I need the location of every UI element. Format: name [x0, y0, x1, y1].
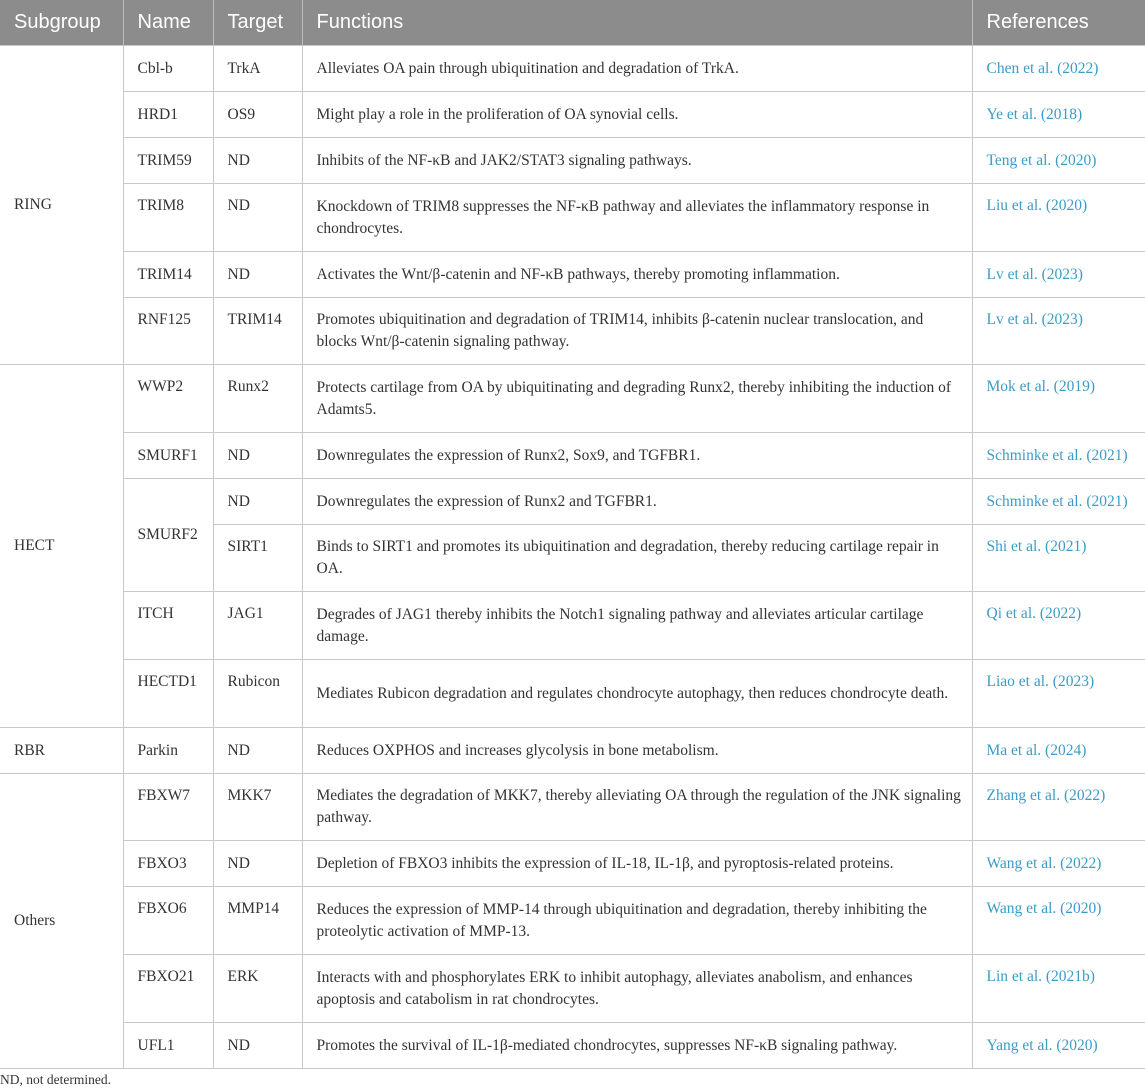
- header-references: References: [972, 0, 1145, 46]
- target-cell: TrkA: [213, 46, 302, 92]
- name-cell: Parkin: [123, 728, 213, 774]
- name-cell: FBXO21: [123, 955, 213, 1023]
- reference-link[interactable]: Ye et al. (2018): [972, 92, 1145, 138]
- target-cell: TRIM14: [213, 298, 302, 365]
- table-row: [0, 955, 1145, 1023]
- target-cell: ND: [213, 479, 302, 525]
- subgroup-cell: Others: [0, 774, 123, 1069]
- function-cell: Depletion of FBXO3 inhibits the expression of IL-18, IL-1β, and pyroptosis-related proteins.: [302, 841, 972, 887]
- reference-link[interactable]: Zhang et al. (2022): [972, 774, 1145, 841]
- reference-link[interactable]: Liu et al. (2020): [972, 184, 1145, 252]
- name-cell: WWP2: [123, 365, 213, 433]
- function-cell: Binds to SIRT1 and promotes its ubiquitination and degradation, thereby reducing cartilage repair in OA.: [302, 525, 972, 592]
- function-cell: Reduces the expression of MMP-14 through ubiquitination and degradation, thereby inhibiting the proteolytic activation of MMP-13.: [302, 887, 972, 955]
- target-cell: ND: [213, 841, 302, 887]
- table-row: [0, 479, 1145, 525]
- table-row: [0, 46, 1145, 92]
- name-cell: UFL1: [123, 1023, 213, 1069]
- name-cell: FBXW7: [123, 774, 213, 841]
- target-cell: OS9: [213, 92, 302, 138]
- function-cell: Downregulates the expression of Runx2, Sox9, and TGFBR1.: [302, 433, 972, 479]
- reference-link[interactable]: Lv et al. (2023): [972, 252, 1145, 298]
- reference-link[interactable]: Liao et al. (2023): [972, 660, 1145, 728]
- reference-link[interactable]: Qi et al. (2022): [972, 592, 1145, 660]
- reference-link[interactable]: Ma et al. (2024): [972, 728, 1145, 774]
- table-footnote: ND, not determined.: [0, 1072, 111, 1087]
- header-target: Target: [213, 0, 302, 46]
- table-row: [0, 774, 1145, 841]
- name-cell: ITCH: [123, 592, 213, 660]
- name-cell: SMURF1: [123, 433, 213, 479]
- reference-link[interactable]: Yang et al. (2020): [972, 1023, 1145, 1069]
- table-row: [0, 92, 1145, 138]
- reference-link[interactable]: Lv et al. (2023): [972, 298, 1145, 365]
- function-cell: Knockdown of TRIM8 suppresses the NF-κB pathway and alleviates the inflammatory response in chondrocytes.: [302, 184, 972, 252]
- function-cell: Promotes the survival of IL-1β-mediated chondrocytes, suppresses NF-κB signaling pathway.: [302, 1023, 972, 1069]
- subgroup-cell: HECT: [0, 365, 123, 728]
- function-cell: Alleviates OA pain through ubiquitination and degradation of TrkA.: [302, 46, 972, 92]
- reference-link[interactable]: Chen et al. (2022): [972, 46, 1145, 92]
- name-cell: RNF125: [123, 298, 213, 365]
- header-name: Name: [123, 0, 213, 46]
- function-cell: Degrades of JAG1 thereby inhibits the Notch1 signaling pathway and alleviates articular cartilage damage.: [302, 592, 972, 660]
- target-cell: ND: [213, 252, 302, 298]
- reference-link[interactable]: Schminke et al. (2021): [972, 433, 1145, 479]
- name-cell: SMURF2: [123, 479, 213, 592]
- target-cell: ND: [213, 433, 302, 479]
- table-row: [0, 433, 1145, 479]
- target-cell: MMP14: [213, 887, 302, 955]
- reference-link[interactable]: Lin et al. (2021b): [972, 955, 1145, 1023]
- table-row: [0, 728, 1145, 774]
- target-cell: ND: [213, 1023, 302, 1069]
- reference-link[interactable]: Schminke et al. (2021): [972, 479, 1145, 525]
- function-cell: Mediates Rubicon degradation and regulates chondrocyte autophagy, then reduces chondrocyte death.: [302, 660, 972, 728]
- table-row: [0, 1023, 1145, 1069]
- table-row: [0, 252, 1145, 298]
- table-row: [0, 887, 1145, 955]
- function-cell: Mediates the degradation of MKK7, thereby alleviating OA through the regulation of the JNK signaling pathway.: [302, 774, 972, 841]
- header-functions: Functions: [302, 0, 972, 46]
- function-cell: Protects cartilage from OA by ubiquitinating and degrading Runx2, thereby inhibiting the induction of Adamts5.: [302, 365, 972, 433]
- name-cell: HECTD1: [123, 660, 213, 728]
- target-cell: ND: [213, 728, 302, 774]
- target-cell: ERK: [213, 955, 302, 1023]
- target-cell: MKK7: [213, 774, 302, 841]
- name-cell: HRD1: [123, 92, 213, 138]
- target-cell: Rubicon: [213, 660, 302, 728]
- name-cell: FBXO6: [123, 887, 213, 955]
- target-cell: Runx2: [213, 365, 302, 433]
- target-cell: JAG1: [213, 592, 302, 660]
- reference-link[interactable]: Teng et al. (2020): [972, 138, 1145, 184]
- table-row: [0, 184, 1145, 252]
- table-row: [0, 298, 1145, 365]
- header-subgroup: Subgroup: [0, 0, 123, 46]
- target-cell: ND: [213, 184, 302, 252]
- function-cell: Inhibits of the NF-κB and JAK2/STAT3 signaling pathways.: [302, 138, 972, 184]
- reference-link[interactable]: Wang et al. (2022): [972, 841, 1145, 887]
- table-row: [0, 592, 1145, 660]
- name-cell: TRIM8: [123, 184, 213, 252]
- reference-link[interactable]: Mok et al. (2019): [972, 365, 1145, 433]
- name-cell: TRIM59: [123, 138, 213, 184]
- function-cell: Downregulates the expression of Runx2 and TGFBR1.: [302, 479, 972, 525]
- function-cell: Activates the Wnt/β-catenin and NF-κB pathways, thereby promoting inflammation.: [302, 252, 972, 298]
- header-row: [0, 0, 1145, 46]
- function-cell: Promotes ubiquitination and degradation of TRIM14, inhibits β-catenin nuclear translocation, and blocks Wnt/β-catenin signaling pathway.: [302, 298, 972, 365]
- subgroup-cell: RING: [0, 46, 123, 365]
- function-cell: Reduces OXPHOS and increases glycolysis in bone metabolism.: [302, 728, 972, 774]
- table-row: [0, 841, 1145, 887]
- table-row: [0, 138, 1145, 184]
- reference-link[interactable]: Wang et al. (2020): [972, 887, 1145, 955]
- target-cell: ND: [213, 138, 302, 184]
- subgroup-cell: RBR: [0, 728, 123, 774]
- name-cell: Cbl-b: [123, 46, 213, 92]
- function-cell: Might play a role in the proliferation of OA synovial cells.: [302, 92, 972, 138]
- table-row: [0, 365, 1145, 433]
- name-cell: TRIM14: [123, 252, 213, 298]
- target-cell: SIRT1: [213, 525, 302, 592]
- name-cell: FBXO3: [123, 841, 213, 887]
- function-cell: Interacts with and phosphorylates ERK to inhibit autophagy, alleviates anabolism, and enhances apoptosis and catabolism in rat chondrocytes.: [302, 955, 972, 1023]
- table-row: [0, 660, 1145, 728]
- reference-link[interactable]: Shi et al. (2021): [972, 525, 1145, 592]
